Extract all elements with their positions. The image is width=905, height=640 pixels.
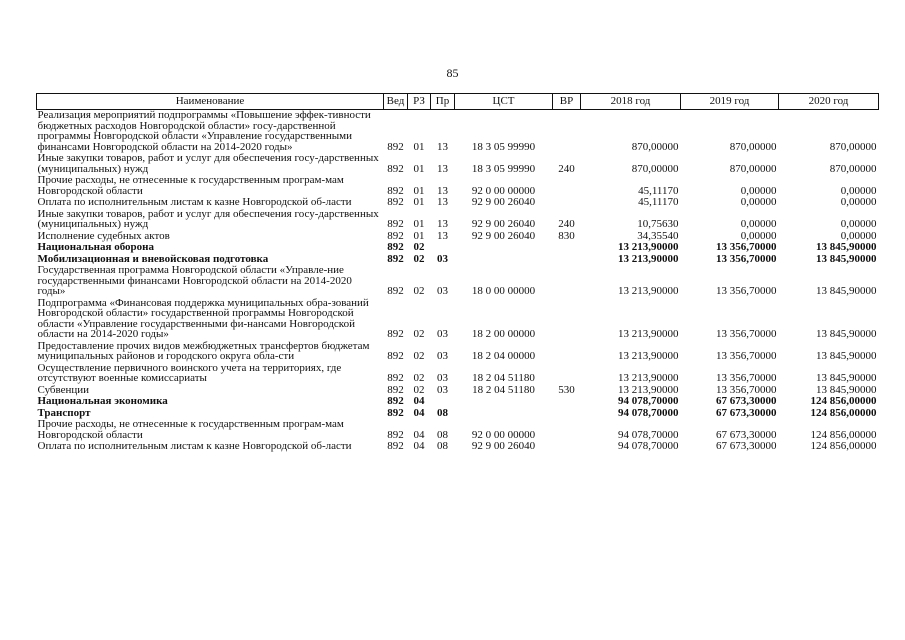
- row-vr: [553, 265, 581, 298]
- row-vr: 830: [558, 229, 575, 242]
- row-amount-2018: 94 078,70000: [618, 440, 679, 452]
- row-ved: 892: [387, 241, 404, 253]
- row-rz: 01: [413, 184, 425, 197]
- row-amount-2018: 13 213,90000: [618, 350, 679, 362]
- row-rz: 01: [413, 229, 425, 242]
- row-amount-2019: 870,00000: [729, 162, 777, 175]
- row-amount-2018: 45,11170: [638, 196, 679, 208]
- row-vr: [553, 110, 581, 154]
- row-pr: 13: [437, 196, 448, 208]
- row-amount-2019: 0,00000: [740, 184, 777, 197]
- row-pr: [431, 396, 455, 408]
- row-cst: 18 2 00 00000: [471, 328, 536, 340]
- column-header-2019: 2019 год: [681, 94, 779, 110]
- row-pr: 03: [437, 350, 448, 362]
- row-amount-2019: 13 356,70000: [716, 328, 777, 340]
- row-ved: 892: [387, 252, 404, 265]
- row-ved: 892: [387, 395, 404, 407]
- row-vr: 530: [558, 383, 575, 396]
- row-rz: 02: [413, 350, 425, 362]
- row-cst: 92 0 00 00000: [471, 428, 536, 441]
- row-cst: [455, 254, 553, 266]
- row-vr: [553, 298, 581, 341]
- row-pr: 03: [437, 383, 448, 396]
- row-amount-2019: 0,00000: [740, 229, 777, 242]
- row-ved: 892: [387, 218, 404, 230]
- row-amount-2020: 13 845,90000: [816, 383, 877, 396]
- column-header-ved: Вед: [384, 94, 408, 110]
- row-cst: 92 9 00 26040: [471, 196, 536, 208]
- row-name: Оплата по исполнительным листам к казне Новгородской об-ласти: [37, 440, 352, 452]
- row-vr: [553, 254, 581, 266]
- row-amount-2019: 13 356,70000: [716, 241, 777, 253]
- row-amount-2020: 0,00000: [840, 196, 877, 208]
- row-rz: 02: [413, 372, 425, 384]
- table-row: [37, 341, 879, 363]
- row-amount-2020: 124 856,00000: [810, 406, 877, 419]
- row-rz: 02: [413, 252, 425, 265]
- row-amount-2020: 124 856,00000: [810, 428, 877, 441]
- row-amount-2019: 67 673,30000: [716, 440, 777, 452]
- row-amount-2018: 13 213,90000: [618, 285, 679, 297]
- row-amount-2020: 870,00000: [829, 162, 877, 175]
- row-cst: 18 2 04 00000: [471, 350, 536, 362]
- row-amount-2018: 13 213,90000: [618, 241, 679, 253]
- row-ved: 892: [387, 372, 404, 384]
- row-vr: [553, 419, 581, 441]
- table-row: [37, 298, 879, 341]
- row-amount-2020: 870,00000: [829, 140, 877, 153]
- row-amount-2020: 0,00000: [840, 218, 877, 230]
- row-amount-2019: 13 356,70000: [716, 252, 777, 265]
- row-pr: 03: [437, 372, 448, 384]
- row-ved: 892: [387, 162, 404, 175]
- row-rz: 02: [413, 285, 425, 297]
- row-amount-2018: 870,00000: [631, 140, 679, 153]
- row-cst: 18 0 00 00000: [471, 285, 536, 297]
- row-amount-2020: 124 856,00000: [810, 440, 877, 452]
- row-cst: [455, 408, 553, 420]
- row-amount-2018: 94 078,70000: [618, 406, 679, 419]
- row-name: Осуществление первичного воинского учета на территориях, где отсутствуют военные комиссариаты: [37, 361, 342, 384]
- row-amount-2020: 13 845,90000: [816, 285, 877, 297]
- row-vr: [553, 363, 581, 385]
- row-amount-2018: 10,75630: [637, 218, 679, 230]
- row-name: Национальная оборона: [37, 241, 155, 253]
- row-amount-2018: 94 078,70000: [618, 395, 679, 407]
- row-amount-2019: 13 356,70000: [716, 383, 777, 396]
- row-vr: [553, 341, 581, 363]
- row-cst: 18 2 04 51180: [472, 383, 535, 396]
- row-name: Исполнение судебных актов: [37, 229, 170, 242]
- row-rz: 04: [413, 428, 425, 441]
- row-name: Государственная программа Новгородской области «Управле-ние государственными финансами Новгородской области на 2014-2020 годы»: [37, 264, 352, 297]
- row-rz: 01: [413, 162, 425, 175]
- table-header-row: [37, 94, 879, 110]
- column-header-rz: РЗ: [408, 94, 431, 110]
- row-pr: 13: [437, 229, 448, 242]
- row-amount-2019: 870,00000: [729, 140, 777, 153]
- row-name: Прочие расходы, не отнесенные к государственным програм-мам Новгородской области: [37, 418, 344, 441]
- row-vr: [553, 441, 581, 453]
- row-ved: 892: [387, 140, 404, 153]
- row-name: Оплата по исполнительным листам к казне Новгородской об-ласти: [37, 196, 352, 208]
- row-name: Транспорт: [37, 406, 91, 419]
- row-ved: 892: [387, 406, 404, 419]
- row-rz: 04: [413, 406, 425, 419]
- row-ved: 892: [387, 328, 404, 340]
- row-ved: 892: [387, 184, 404, 197]
- row-cst: 92 0 00 00000: [471, 184, 536, 197]
- row-cst: [455, 396, 553, 408]
- row-cst: 18 3 05 99990: [471, 140, 536, 153]
- row-amount-2018: 13 213,90000: [618, 372, 679, 384]
- row-rz: 04: [413, 395, 425, 407]
- column-header-cst: ЦСТ: [455, 94, 553, 110]
- row-amount-2018: 13 213,90000: [618, 252, 679, 265]
- row-amount-2018: 13 213,90000: [618, 328, 679, 340]
- row-amount-2019: 13 356,70000: [716, 372, 777, 384]
- row-vr: 240: [558, 218, 575, 230]
- row-pr: [431, 242, 455, 254]
- row-rz: 02: [413, 241, 425, 253]
- row-amount-2019: 67 673,30000: [716, 406, 777, 419]
- budget-table: [36, 93, 879, 453]
- row-amount-2020: 13 845,90000: [816, 350, 877, 362]
- row-pr: 03: [437, 285, 448, 297]
- row-pr: 08: [437, 406, 448, 419]
- row-ved: 892: [387, 196, 404, 208]
- row-pr: 13: [437, 184, 448, 197]
- row-amount-2019: 67 673,30000: [716, 395, 777, 407]
- table-row: [37, 197, 879, 209]
- row-rz: 01: [413, 218, 425, 230]
- row-ved: 892: [387, 428, 404, 441]
- table-row: [37, 396, 879, 408]
- row-amount-2019: 0,00000: [740, 218, 777, 230]
- row-pr: 03: [437, 252, 448, 265]
- row-rz: 01: [413, 196, 425, 208]
- row-ved: 892: [387, 229, 404, 242]
- row-rz: 04: [413, 440, 425, 452]
- row-amount-2020: 13 845,90000: [816, 241, 877, 253]
- row-ved: 892: [387, 350, 404, 362]
- row-name: Прочие расходы, не отнесенные к государственным програм-мам Новгородской области: [37, 174, 344, 197]
- row-cst: 92 9 00 26040: [471, 218, 536, 230]
- row-rz: 02: [413, 328, 425, 340]
- table-row: [37, 209, 879, 231]
- row-amount-2018: 870,00000: [631, 162, 679, 175]
- row-amount-2019: 67 673,30000: [716, 428, 777, 441]
- row-pr: 03: [437, 328, 448, 340]
- row-ved: 892: [387, 285, 404, 297]
- table-row: [37, 110, 879, 154]
- table-row: [37, 265, 879, 298]
- column-header-pr: Пр: [431, 94, 455, 110]
- row-name: Национальная экономика: [37, 395, 168, 407]
- row-vr: [553, 242, 581, 254]
- row-name: Подпрограмма «Финансовая поддержка муниципальных обра-зований Новгородской области» государственной программы Новгородской области «Управление государственными фи-нансами Новгородской области на 2014-2020 годы»: [37, 296, 369, 340]
- row-name: Иные закупки товаров, работ и услуг для обеспечения госу-дарственных (муниципальных) нужд: [37, 152, 379, 175]
- table-row: [37, 419, 879, 441]
- row-amount-2018: 94 078,70000: [618, 428, 679, 441]
- row-name: Предоставление прочих видов межбюджетных трансфертов бюджетам муниципальных районов и городского округа обла-сти: [37, 339, 370, 362]
- column-header-2020: 2020 год: [779, 94, 879, 110]
- column-header-vr: ВР: [553, 94, 581, 110]
- row-amount-2019: 0,00000: [740, 196, 777, 208]
- row-vr: 240: [558, 162, 575, 175]
- row-amount-2018: 45,11170: [638, 184, 679, 197]
- row-vr: [553, 197, 581, 209]
- row-ved: 892: [387, 440, 404, 452]
- row-pr: 08: [437, 440, 448, 452]
- row-name: Субвенции: [37, 383, 90, 396]
- row-vr: [553, 396, 581, 408]
- row-amount-2018: 13 213,90000: [618, 383, 679, 396]
- row-name: Иные закупки товаров, работ и услуг для обеспечения госу-дарственных (муниципальных) нужд: [37, 207, 379, 230]
- page-number: 85: [446, 66, 459, 80]
- row-rz: 01: [413, 140, 425, 153]
- row-cst: 92 9 00 26040: [471, 440, 536, 452]
- row-amount-2018: 34,35540: [637, 229, 679, 242]
- row-rz: 02: [413, 383, 425, 396]
- row-pr: 08: [437, 428, 448, 441]
- row-amount-2020: 0,00000: [840, 229, 877, 242]
- row-cst: 92 9 00 26040: [471, 229, 536, 242]
- table-row: [37, 175, 879, 197]
- table-row: [37, 441, 879, 453]
- row-name: Реализация мероприятий подпрограммы «Повышение эффек-тивности бюджетных расходов Новгородской области» госу-дарственной программы Новгородской области «Управление государственными финансами Новгородской области на 2014-2020 годы»: [37, 109, 371, 153]
- row-amount-2019: 13 356,70000: [716, 285, 777, 297]
- row-amount-2020: 0,00000: [840, 184, 877, 197]
- row-ved: 892: [387, 383, 404, 396]
- row-amount-2020: 13 845,90000: [816, 328, 877, 340]
- row-amount-2020: 124 856,00000: [810, 395, 877, 407]
- row-amount-2020: 13 845,90000: [816, 372, 877, 384]
- column-header-2018: 2018 год: [581, 94, 681, 110]
- column-header-name: Наименование: [37, 94, 384, 110]
- row-vr: [553, 408, 581, 420]
- table-body: [37, 110, 879, 453]
- row-cst: [455, 242, 553, 254]
- row-cst: 18 3 05 99990: [471, 162, 536, 175]
- row-name: Мобилизационная и вневойсковая подготовка: [37, 252, 269, 265]
- row-vr: [553, 175, 581, 197]
- row-amount-2019: 13 356,70000: [716, 350, 777, 362]
- table-row: [37, 153, 879, 175]
- table-row: [37, 242, 879, 254]
- row-cst: 18 2 04 51180: [472, 372, 535, 384]
- row-pr: 13: [437, 162, 448, 175]
- row-pr: 13: [437, 218, 448, 230]
- row-pr: 13: [437, 140, 448, 153]
- row-amount-2020: 13 845,90000: [816, 252, 877, 265]
- table-row: [37, 363, 879, 385]
